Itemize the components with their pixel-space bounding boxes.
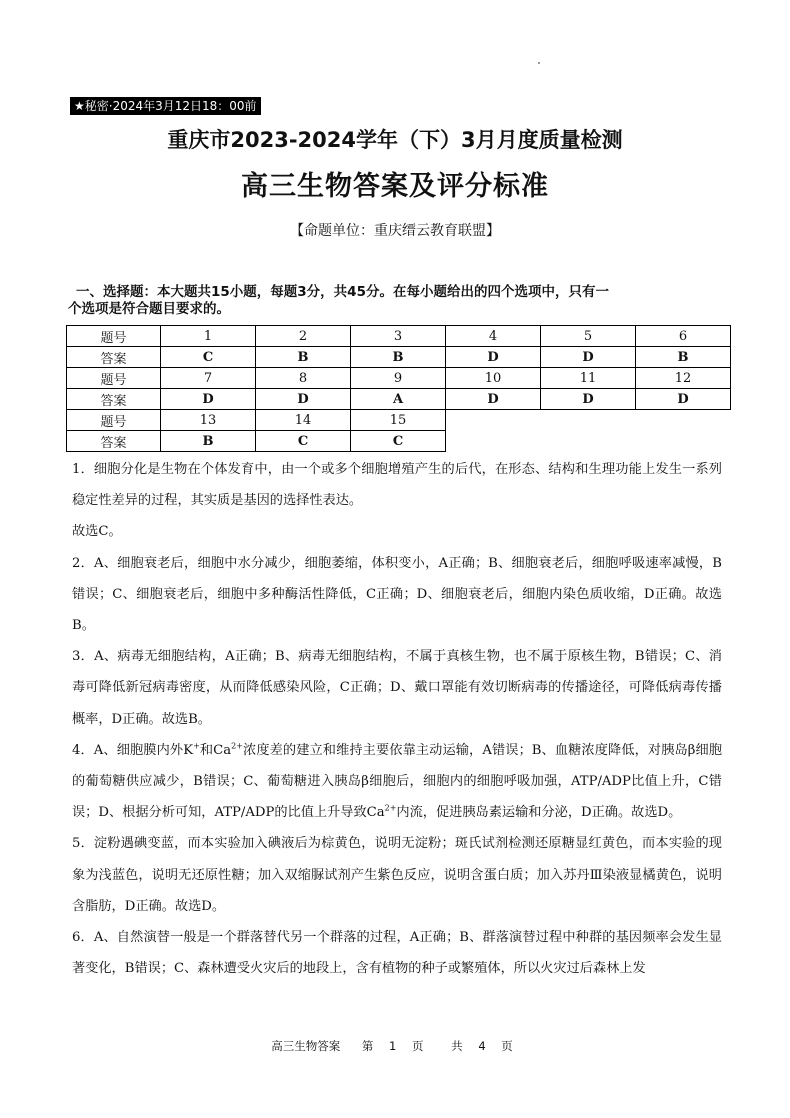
table-row [67,326,731,347]
explanation-q1: 1．细胞分化是生物在个体发育中，由一个或多个细胞增殖产生的后代，在形态、结构和生理功能上发生一系列稳定性差异的过程，其实质是基因的选择性表达。 [72,462,722,509]
number-cell: 8 [256,368,351,389]
explanation-q6: 6．A、自然演替一般是一个群落替代另一个群落的过程，A正确；B、群落演替过程中种群的基因频率会发生显著变化，B错误；C、森林遭受火灾后的地段上，含有植物的种子或繁殖体，所以火灾过后森林上发 [72,930,722,977]
number-cell: 12 [636,368,731,389]
answer-cell: A [351,389,446,410]
number-cell: 4 [446,326,541,347]
table-row [67,410,731,431]
number-cell: 9 [351,368,446,389]
speck [538,62,540,64]
page-footer [0,1038,790,1054]
text-run: 页 [501,1039,513,1053]
label-cell: 题号 [67,410,161,431]
footer-subject: 高三生物答案 [271,1039,341,1053]
text-run: 共 [451,1039,463,1053]
table-row [67,368,731,389]
answer-cell: D [541,389,636,410]
explanation-q1-conclusion: 故选C。 [72,524,122,540]
explanation-q2: 2．A、细胞衰老后，细胞中水分减少，细胞萎缩，体积变小，A正确；B、细胞衰老后，细胞呼吸速率减慢，B错误；C、细胞衰老后，细胞中多种酶活性降低，C正确；D、细胞衰老后，细胞内染色质收缩，D正确。故选B。 [72,555,722,634]
superscript: 2+ [384,803,397,813]
number-cell: 7 [161,368,256,389]
explanation-q4 [72,735,722,829]
number-cell: 2 [256,326,351,347]
answer-cell: C [161,347,256,368]
superscript: + [193,741,200,751]
table-row [67,347,731,368]
document-title: 高三生物答案及评分标准 [241,171,549,202]
empty-cell [541,410,636,431]
table-row [67,389,731,410]
text-run: 和Ca [199,742,232,758]
text-run: 浓度差的建立和维持主要依靠主动运输，A错误；B、血糖浓度降低，对胰岛β细胞的葡萄糖供应减少，B错误；C、葡萄糖进入胰岛β细胞后，细胞内的细胞呼吸加强，ATP/ADP比值上升，C错误；D、根据分析可知，ATP/ADP的比值上升导致Ca [72,742,723,821]
number-cell: 10 [446,368,541,389]
number-cell: 14 [256,410,351,431]
page-number: 1 [389,1039,397,1053]
explanation-q5: 5．淀粉遇碘变蓝，而本实验加入碘液后为棕黄色，说明无淀粉；斑氏试剂检测还原糖显红黄色，而本实验的现象为浅蓝色，说明无还原性糖；加入双缩脲试剂产生紫色反应，说明含蛋白质；加入苏丹Ⅲ染液显橘黄色，说明含脂肪，D正确。故选D。 [72,836,722,914]
answer-table [66,325,731,452]
answer-cell: D [256,389,351,410]
answer-cell: C [351,431,446,452]
text-run: 第 [361,1039,374,1053]
answer-cell: D [636,389,731,410]
label-cell: 题号 [67,326,161,347]
issuing-unit: 【命题单位：重庆缙云教育联盟】 [290,223,500,239]
number-cell: 13 [161,410,256,431]
answer-cell: B [256,347,351,368]
answer-cell: D [446,347,541,368]
number-cell: 11 [541,368,636,389]
explanations [72,454,722,984]
empty-cell [636,410,731,431]
label-cell: 答案 [67,389,161,410]
answer-cell: D [446,389,541,410]
footer-total [445,1039,519,1053]
answer-cell: B [161,431,256,452]
answer-cell: D [541,347,636,368]
empty-cell [446,431,541,452]
section-line-2: 个选项是符合题目要求的。 [68,301,230,317]
text-run: 内流，促进胰岛素运输和分泌，D正确。故选D。 [396,805,682,821]
empty-cell [446,410,541,431]
number-cell: 6 [636,326,731,347]
answer-cell: B [636,347,731,368]
footer-page [356,1039,430,1053]
answer-cell: B [351,347,446,368]
label-cell: 答案 [67,347,161,368]
text-run: 页 [412,1039,424,1053]
answer-cell: D [161,389,256,410]
answer-cell: C [256,431,351,452]
exam-title: 重庆市2023-2024学年（下）3月月度质量检测 [167,128,623,152]
table-row [67,431,731,452]
total-pages: 4 [478,1039,486,1053]
number-cell: 15 [351,410,446,431]
number-cell: 5 [541,326,636,347]
empty-cell [541,431,636,452]
label-cell: 答案 [67,431,161,452]
section-line-1: 一、选择题：本大题共15小题，每题3分，共45分。在每小题给出的四个选项中，只有一 [76,284,609,300]
explanation-q3: 3．A、病毒无细胞结构，A正确；B、病毒无细胞结构，不属于真核生物，也不属于原核生物，B错误；C、消毒可降低新冠病毒密度，从而降低感染风险，C正确；D、戴口罩能有效切断病毒的传播途径，可降低病毒传播概率，D正确。故选B。 [72,649,722,727]
number-cell: 3 [351,326,446,347]
text-run: 4．A、细胞膜内外K [72,742,194,758]
superscript: 2+ [231,741,243,751]
label-cell: 题号 [67,368,161,389]
number-cell: 1 [161,326,256,347]
empty-cell [636,431,731,452]
section-heading [68,284,736,318]
confidential-label: ★秘密·2024年3月12日18：00前 [70,97,261,115]
